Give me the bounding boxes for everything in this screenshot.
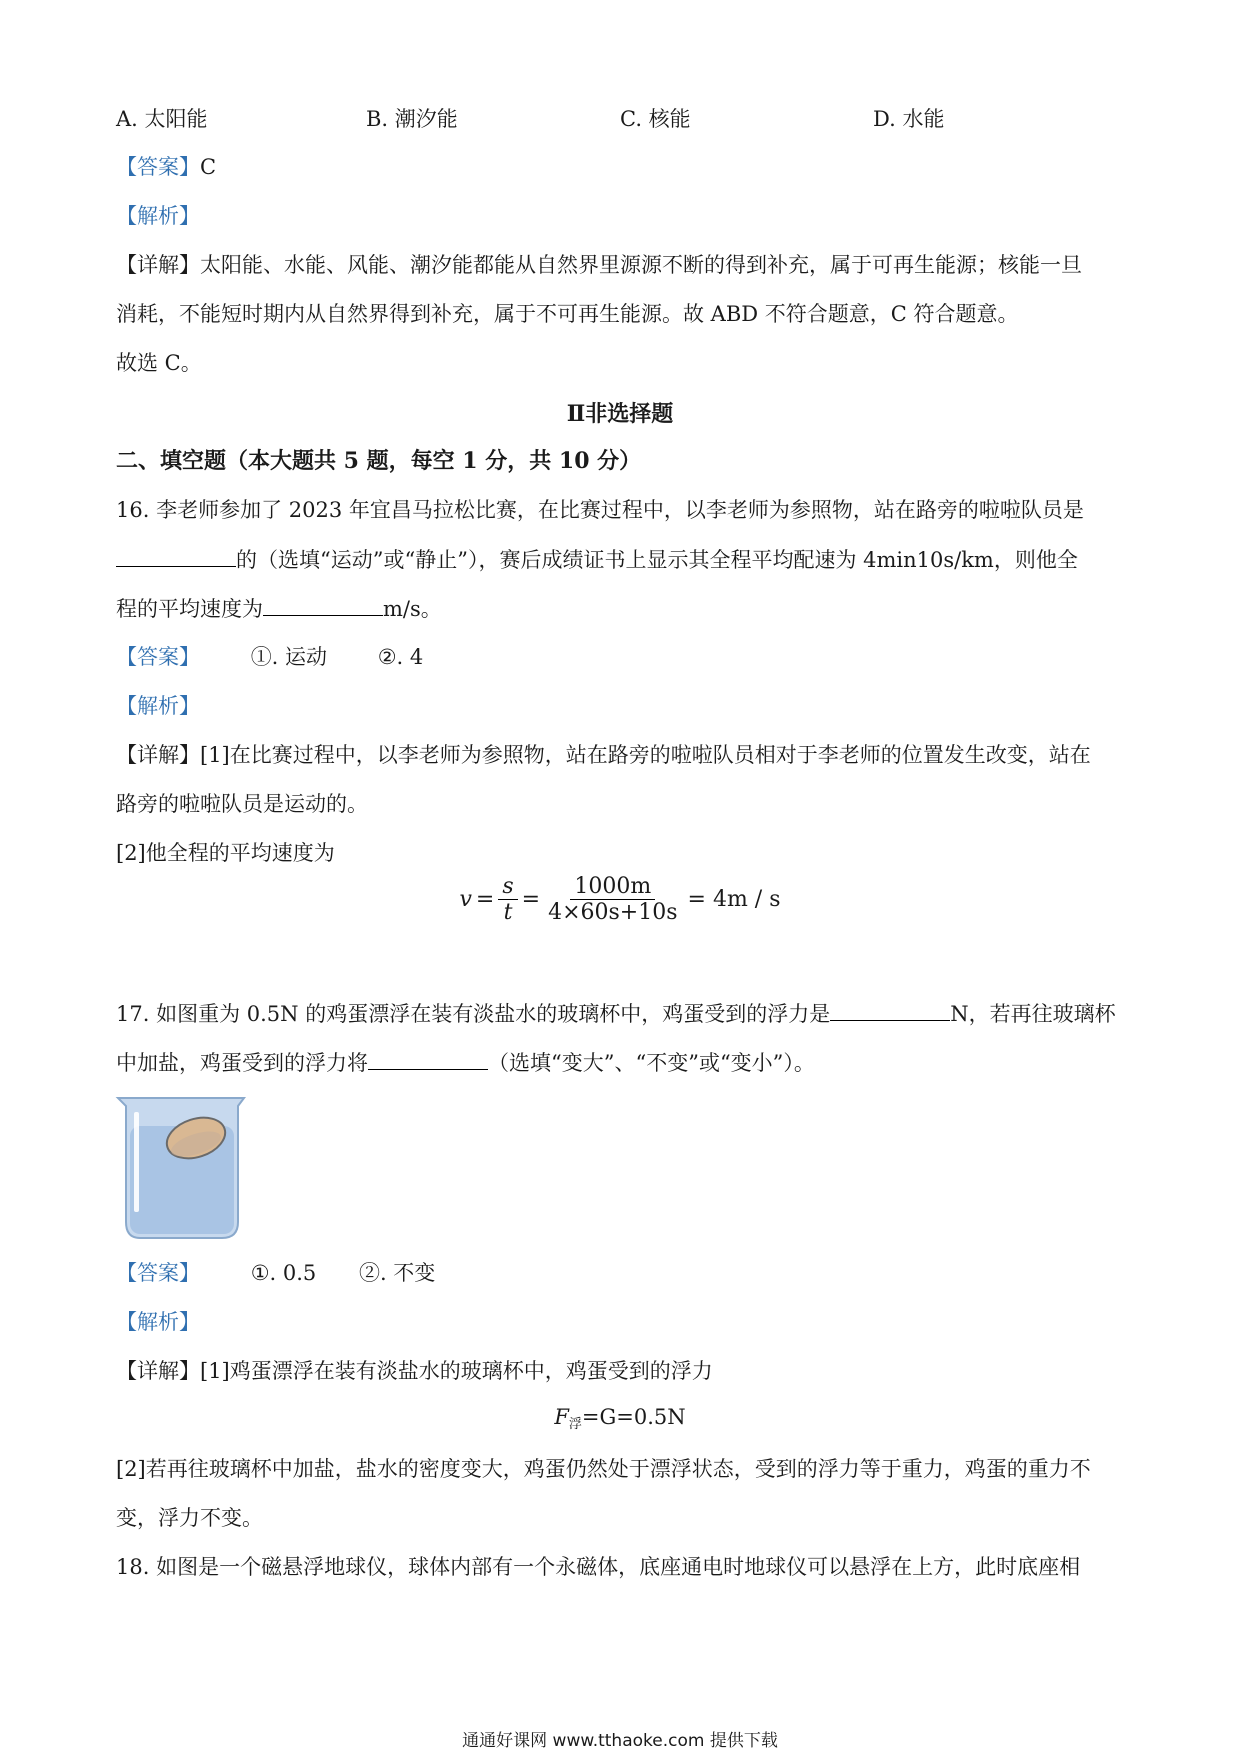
option-b: B. 潮汐能	[366, 107, 458, 131]
analysis-tag: 【解析】	[116, 204, 200, 228]
q15-answer-line	[116, 152, 216, 182]
analysis-tag: 【解析】	[116, 694, 200, 718]
detail-text: 太阳能、水能、风能、潮汐能都能从自然界里源源不断的得到补充，属于可再生能源；核能一旦	[200, 253, 1082, 277]
q16-answer-line	[116, 642, 423, 672]
question-text: 程的平均速度为	[116, 597, 263, 621]
denominator: 4×60s+10s	[548, 900, 678, 925]
question-text: m/s。	[383, 597, 442, 621]
fraction-st	[498, 874, 517, 925]
numerator: s	[498, 874, 517, 900]
question-text: （选填“变大”、“不变”或“变小”）。	[488, 1051, 815, 1075]
buoyancy-formula	[0, 1405, 1240, 1432]
option-c: C. 核能	[620, 107, 691, 131]
part-title: 二、填空题（本大题共 5 题，每空 1 分，共 10 分）	[116, 448, 642, 474]
answer-1: ①. 运动	[250, 645, 328, 669]
beaker-egg-figure	[114, 1092, 252, 1242]
answer-2: ②. 4	[377, 645, 424, 669]
analysis-tag: 【解析】	[116, 1310, 200, 1334]
q15-detail-line-2: 消耗，不能短时期内从自然界得到补充，属于不可再生能源。故 ABD 不符合题意，C 符合题意。	[116, 302, 1019, 326]
formula-result: = 4m / s	[687, 887, 781, 912]
formula-rest: =G=0.5N	[581, 1405, 686, 1429]
answer-blank[interactable]	[263, 593, 383, 616]
q16-line-1: 16. 李老师参加了 2023 年宜昌马拉松比赛，在比赛过程中，以李老师为参照物，站在路旁的啦啦队员是	[116, 498, 1084, 522]
q15-detail-line-1	[116, 250, 1082, 280]
answer-tag: 【答案】	[116, 1261, 200, 1285]
formula-f: F	[554, 1405, 569, 1429]
q17-line-2	[116, 1047, 815, 1078]
q18-line-1: 18. 如图是一个磁悬浮地球仪，球体内部有一个永磁体，底座通电时地球仪可以悬浮在上方，此时底座相	[116, 1555, 1081, 1579]
velocity-formula: v = $\frac{s}{t}$ = $\frac{1000m}{4\times 60s+10s}$ = 4m / s	[459, 874, 781, 925]
fraction-values	[544, 874, 681, 925]
question-text: 中加盐，鸡蛋受到的浮力将	[116, 1051, 368, 1075]
answer-tag: 【答案】	[116, 155, 200, 179]
question-text: 的（选填“运动”或“静止”），赛后成绩证书上显示其全程平均配速为 4min10s/km，则他全	[236, 548, 1078, 572]
answer-blank[interactable]	[116, 544, 236, 567]
detail-tag: 【详解】	[116, 253, 200, 277]
q17-answer-line	[116, 1258, 435, 1288]
answer-2: ②. 不变	[358, 1261, 436, 1285]
option-a: A. 太阳能	[116, 107, 208, 131]
q15-conclusion: 故选 C。	[116, 351, 202, 375]
formula-subscript: 浮	[568, 1417, 582, 1432]
q16-detail-line-3: [2]他全程的平均速度为	[116, 841, 335, 865]
formula-v: v	[459, 887, 472, 912]
q16-detail-line-1	[116, 740, 1091, 770]
detail-text: [1]鸡蛋漂浮在装有淡盐水的玻璃杯中，鸡蛋受到的浮力	[200, 1359, 713, 1383]
numerator: 1000m	[570, 874, 655, 900]
q17-detail-line-1	[116, 1356, 713, 1386]
answer-text: C	[200, 155, 217, 179]
question-text: N，若再往玻璃杯	[950, 1002, 1116, 1026]
q17-detail-line-2: [2]若再往玻璃杯中加盐，盐水的密度变大，鸡蛋仍然处于漂浮状态，受到的浮力等于重力，鸡蛋的重力不	[116, 1457, 1091, 1481]
page-footer: 通通好课网 www.tthaoke.com 提供下载	[462, 1731, 778, 1751]
detail-tag: 【详解】	[116, 1359, 200, 1383]
q16-line-3	[116, 593, 442, 624]
detail-text: [1]在比赛过程中，以李老师为参照物，站在路旁的啦啦队员相对于李老师的位置发生改变，站在	[200, 743, 1091, 767]
section-title: Ⅱ非选择题	[566, 401, 674, 427]
answer-tag: 【答案】	[116, 645, 200, 669]
answer-1: ①. 0.5	[250, 1261, 317, 1285]
q17-line-1	[116, 998, 1116, 1029]
detail-tag: 【详解】	[116, 743, 200, 767]
denominator: t	[503, 900, 513, 925]
q16-detail-line-2: 路旁的啦啦队员是运动的。	[116, 792, 368, 816]
q16-line-2	[116, 544, 1078, 575]
q17-detail-line-3: 变，浮力不变。	[116, 1506, 263, 1530]
option-d: D. 水能	[873, 107, 945, 131]
answer-blank[interactable]	[830, 998, 950, 1021]
answer-blank[interactable]	[368, 1047, 488, 1070]
question-text: 17. 如图重为 0.5N 的鸡蛋漂浮在装有淡盐水的玻璃杯中，鸡蛋受到的浮力是	[116, 1002, 831, 1026]
